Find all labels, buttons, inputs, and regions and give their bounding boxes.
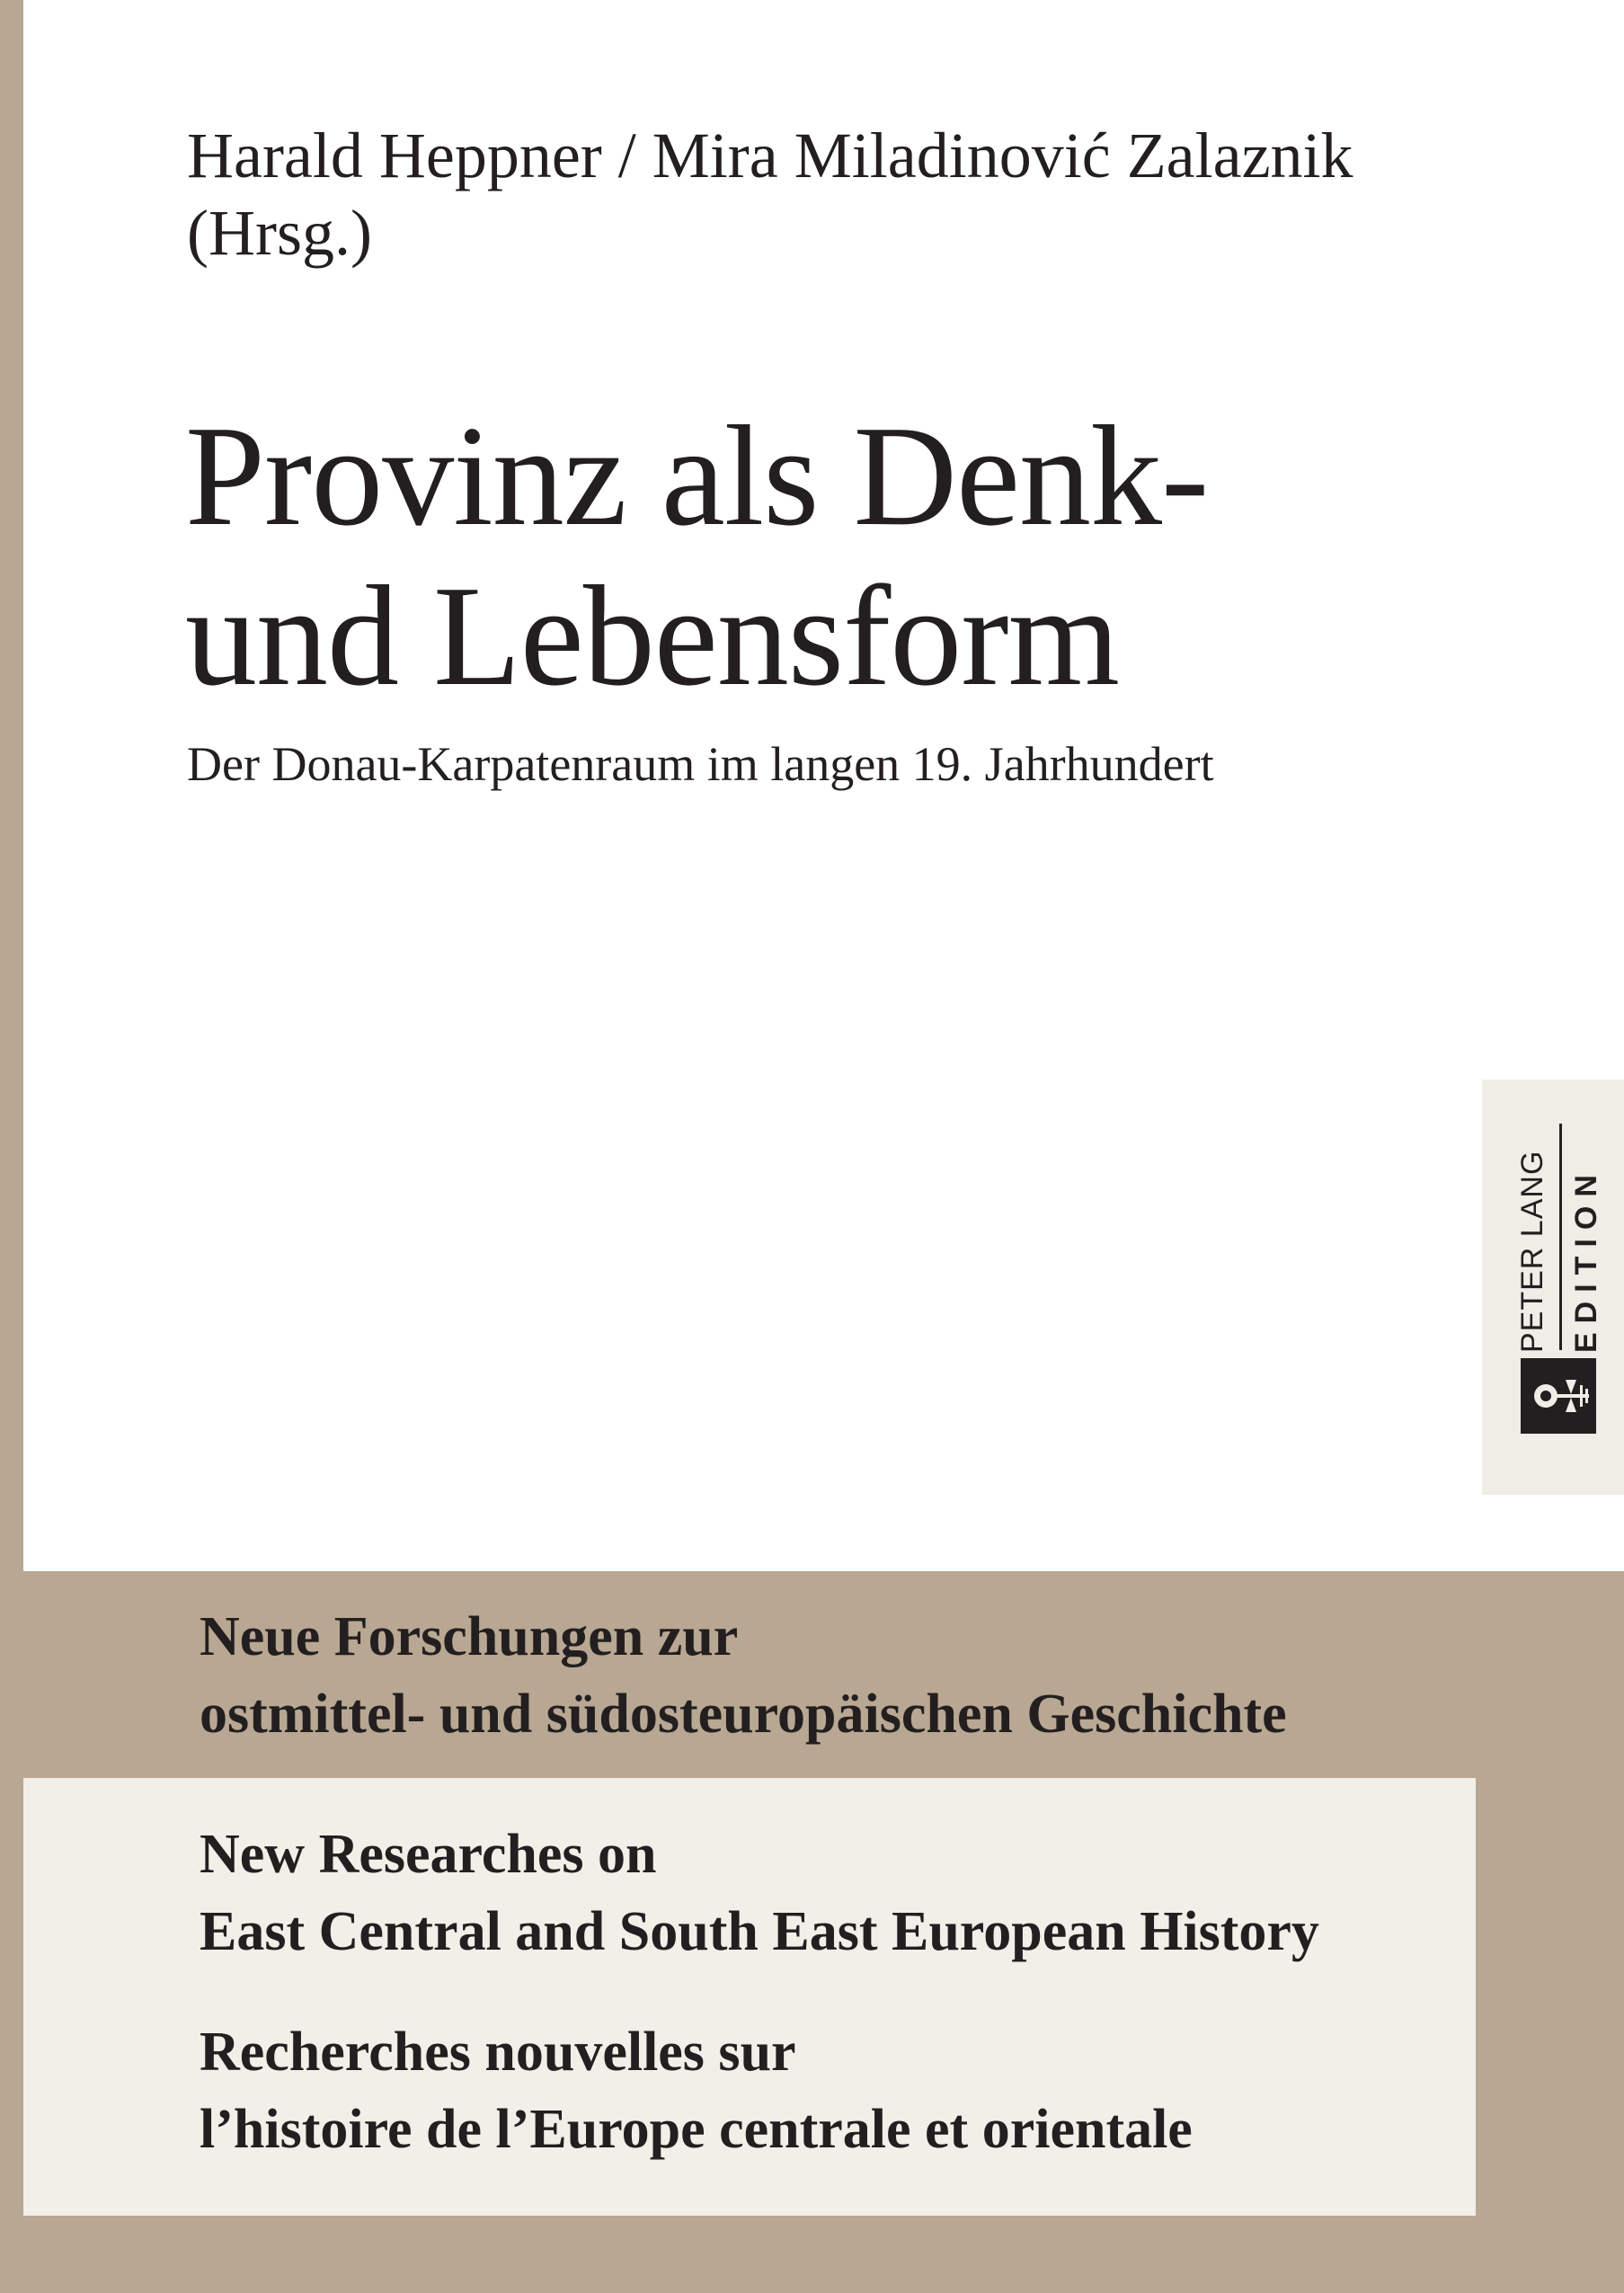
series-title-german	[200, 1598, 1287, 1753]
editor-role: (Hrsg.)	[187, 197, 372, 269]
publisher-name: PETER LANG	[1515, 1150, 1549, 1353]
series-title-english	[200, 1816, 1319, 1970]
book-subtitle: Der Donau-Karpatenraum im langen 19. Jahrhundert	[187, 737, 1214, 791]
series-title-french	[200, 2013, 1193, 2168]
title-line-2: und Lebensform	[185, 555, 1120, 715]
series-en-line-1: New Researches on	[200, 1824, 657, 1885]
editors	[187, 117, 1353, 271]
publisher-imprint: EDITION	[1569, 1166, 1603, 1353]
series-de-line-2: ostmittel- und südosteuropäischen Geschichte	[200, 1684, 1287, 1745]
series-fr-line-2: l’histoire de l’Europe centrale et orientale	[200, 2099, 1193, 2160]
publisher-emblem-icon	[1521, 1358, 1596, 1434]
series-de-line-1: Neue Forschungen zur	[200, 1606, 739, 1667]
book-title	[185, 395, 1208, 715]
series-fr-line-1: Recherches nouvelles sur	[200, 2022, 796, 2083]
title-line-1: Provinz als Denk-	[185, 395, 1209, 555]
editor-names: Harald Heppner / Mira Miladinović Zalaznik	[187, 120, 1353, 191]
logo-divider	[1559, 1124, 1562, 1350]
series-en-line-2: East Central and South East European History	[200, 1901, 1319, 1962]
